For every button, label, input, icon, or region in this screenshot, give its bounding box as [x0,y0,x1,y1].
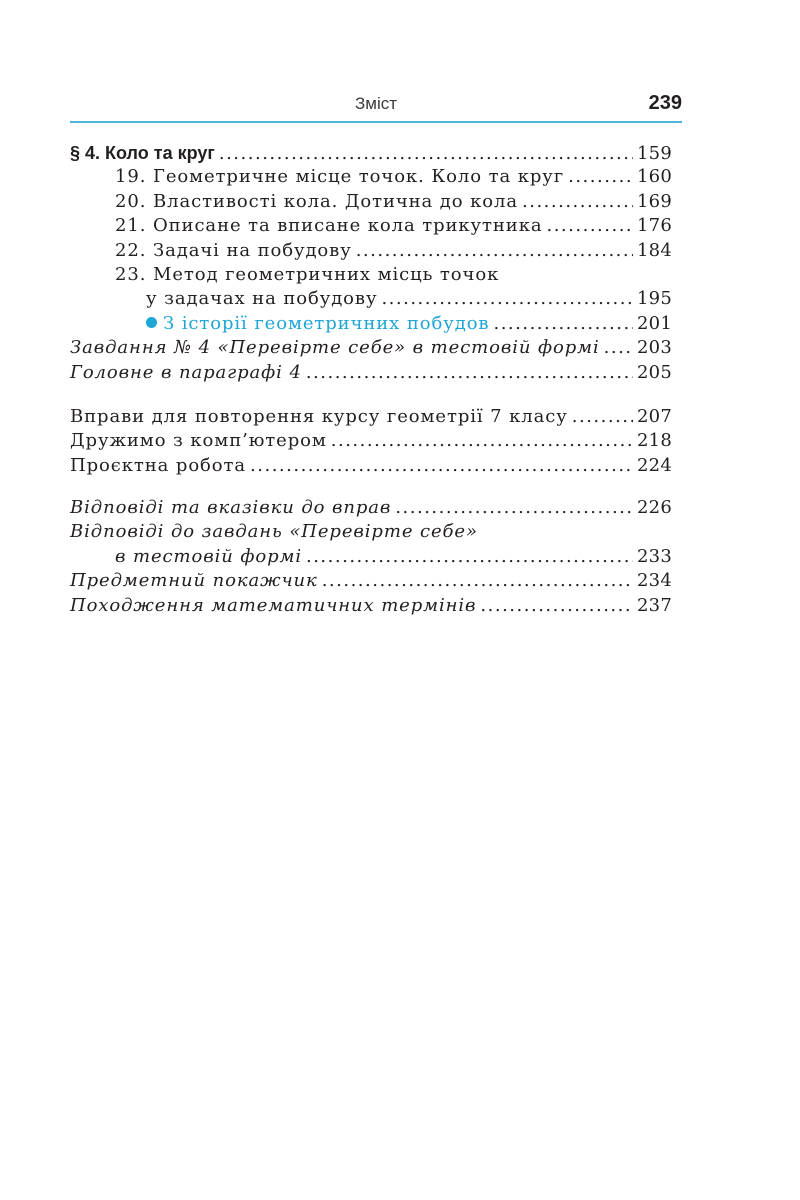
toc-label: Вправи для повторення курсу геометрії 7 класу [70,405,568,427]
toc-entry-answers[interactable] [70,496,672,520]
page-header [70,92,682,122]
toc-leader [219,142,633,166]
toc-page: 233 [637,545,672,567]
toc-label [115,263,499,287]
header-divider [70,121,682,123]
toc-entry-history[interactable] [70,312,672,336]
toc-label-continued: у задачах на побудову [146,288,378,310]
toc-leader [522,190,633,214]
toc-leader [306,545,633,569]
toc-label: Завдання № 4 «Перевірте себе» в тестовій формі [70,337,600,359]
header-title: Зміст [354,94,398,113]
toc-label: Проєктна робота [70,454,247,476]
toc-label [146,312,489,336]
toc-number: 19. [115,166,147,188]
toc-label: Відповіді та вказівки до вправ [70,497,392,519]
toc-title: Властивості кола. Дотична до кола [153,190,518,212]
toc-label: Предметний покажчик [70,570,318,592]
toc-entry-19[interactable] [70,165,672,189]
toc-entry-index[interactable] [70,569,672,593]
toc-page: 237 [637,594,672,616]
toc-entry-22[interactable] [70,239,672,263]
toc-entry-20[interactable] [70,190,672,214]
toc-title: Описане та вписане кола трикутника [153,215,543,237]
spacer [70,385,672,405]
toc-leader [250,454,633,478]
toc-page: 226 [637,497,672,519]
toc-number: 23. [115,263,147,285]
toc-leader [572,405,633,429]
toc-label [115,239,352,263]
toc-page: 203 [637,337,672,359]
toc-leader [331,429,633,453]
toc-leader [493,312,633,336]
toc-leader [604,336,633,360]
toc-page: 160 [637,166,672,188]
toc-label [115,214,542,238]
toc-number: 20. [115,190,147,212]
toc-entry-21[interactable] [70,214,672,238]
toc-page: 218 [637,430,672,452]
toc-page: 205 [637,361,672,383]
toc-label: § 4. Коло та круг [70,143,215,163]
toc-entry-test-answers[interactable] [70,520,672,544]
toc-label: Відповіді до завдань «Перевірте себе» [70,521,478,543]
toc-leader [381,287,633,311]
toc-leader [322,569,633,593]
toc-leader [568,165,633,189]
toc-entry-test-answers-cont[interactable] [70,545,672,569]
toc-page: 159 [637,143,672,164]
toc-entry-review[interactable] [70,405,672,429]
toc-page: 201 [637,312,672,334]
toc-number: 22. [115,239,147,261]
toc-leader [356,239,633,263]
toc-entry-computer[interactable] [70,429,672,453]
toc-entry-section4[interactable] [70,141,672,165]
toc-page: 234 [637,570,672,592]
toc-page: 224 [637,454,672,476]
toc-label: Дружимо з комп’ютером [70,430,327,452]
toc-label [115,165,564,189]
toc-page: 176 [637,215,672,237]
toc-label: Головне в параграфі 4 [70,361,302,383]
toc-entry-project[interactable] [70,454,672,478]
toc-leader [306,361,633,385]
toc-page: 184 [637,239,672,261]
toc-label [115,190,518,214]
toc-entry-test4[interactable] [70,336,672,360]
toc-number: 21. [115,215,147,237]
toc-page: 169 [637,190,672,212]
toc-page: 207 [637,405,672,427]
toc-entry-23[interactable] [70,263,672,287]
bullet-icon [146,317,157,328]
toc-leader [395,496,633,520]
spacer [70,478,672,496]
toc-title: Задачі на побудову [153,239,352,261]
toc-title: З історії геометричних побудов [163,312,490,334]
toc-entry-origins[interactable] [70,594,672,618]
toc-leader [480,594,633,618]
toc-entry-summary4[interactable] [70,361,672,385]
toc-title: Геометричне місце точок. Коло та круг [153,166,565,188]
toc-label: Походження математичних термінів [70,594,477,616]
toc-leader [546,214,633,238]
table-of-contents [70,141,672,618]
toc-page: 195 [637,288,672,310]
header-page-number: 239 [648,92,682,114]
toc-entry-23-cont[interactable] [70,287,672,311]
toc-label-continued: в тестовій формі [115,545,302,567]
toc-title: Метод геометричних місць точок [153,263,500,285]
